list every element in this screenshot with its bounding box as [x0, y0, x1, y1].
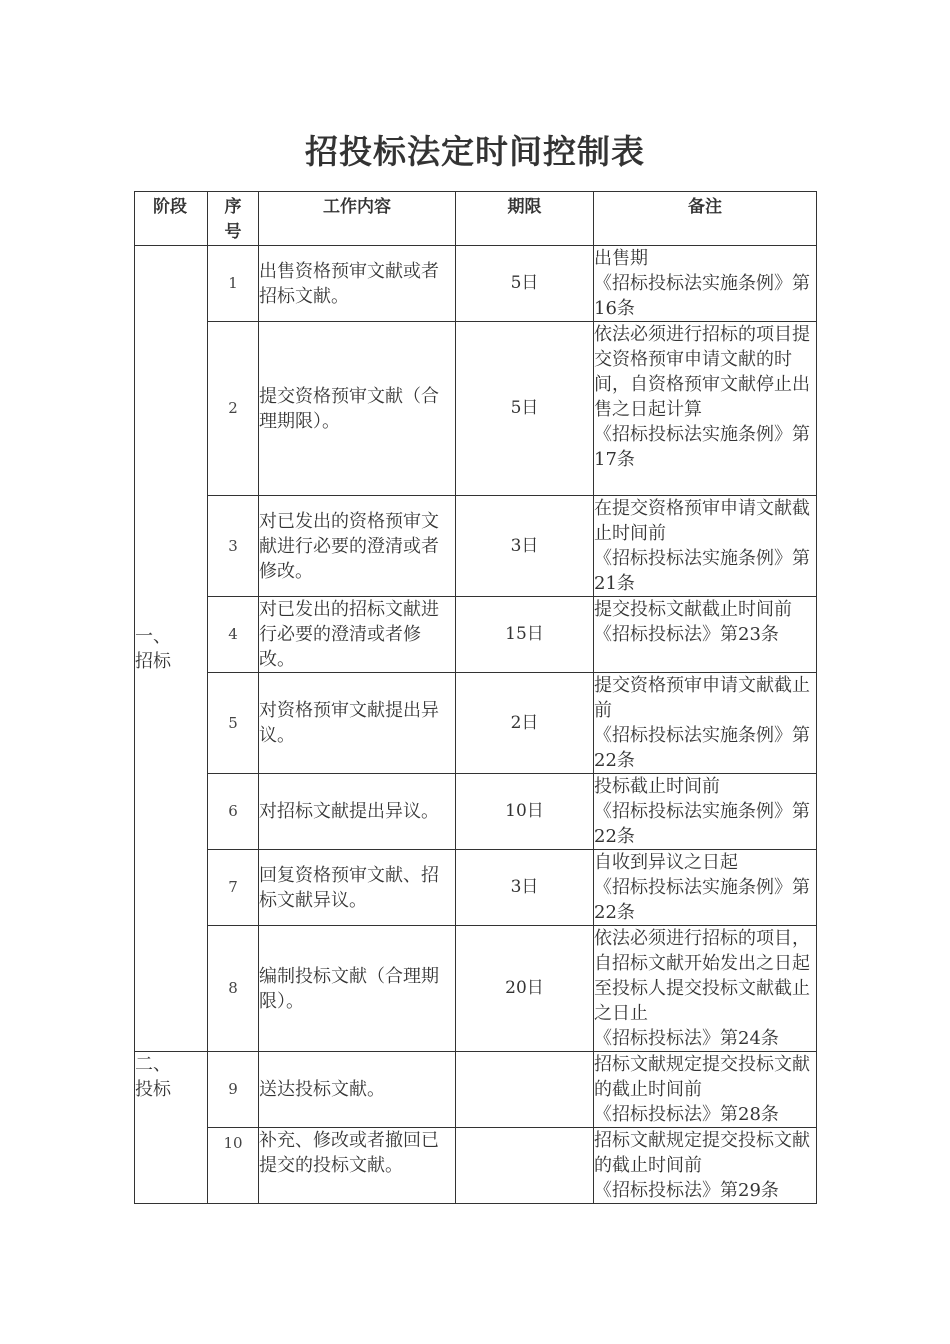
row-note: 自收到异议之日起 《招标投标法实施条例》第22条 — [594, 850, 817, 926]
header-note: 备注 — [594, 192, 817, 246]
row-period — [456, 1128, 594, 1204]
row-content: 补充、修改或者撤回已提交的投标文献。 — [259, 1128, 456, 1204]
header-period: 期限 — [456, 192, 594, 246]
table-row — [135, 673, 817, 774]
row-note: 在提交资格预审申请文献截止时间前 《招标投标法实施条例》第21条 — [594, 496, 817, 597]
stage-bidding: 一、 招标 — [135, 246, 208, 1052]
row-seq: 3 — [208, 496, 259, 597]
row-content: 对招标文献提出异议。 — [259, 774, 456, 850]
row-content: 回复资格预审文献、招标文献异议。 — [259, 850, 456, 926]
table-header-row — [135, 192, 817, 246]
row-note: 依法必须进行招标的项目提交资格预审申请文献的时间，自资格预审文献停止出售之日起计算 《招标投标法实施条例》第17条 — [594, 322, 817, 496]
page-title: 招投标法定时间控制表 — [305, 132, 645, 171]
row-seq: 1 — [208, 246, 259, 322]
row-content: 编制投标文献（合理期限）。 — [259, 926, 456, 1052]
table-row — [135, 597, 817, 673]
row-period: 5日 — [456, 246, 594, 322]
row-content: 提交资格预审文献（合理期限）。 — [259, 322, 456, 496]
row-period: 3日 — [456, 496, 594, 597]
time-control-table — [134, 191, 817, 1204]
row-period: 2日 — [456, 673, 594, 774]
table-row — [135, 1052, 817, 1128]
row-note: 提交投标文献截止时间前 《招标投标法》第23条 — [594, 597, 817, 673]
row-period: 10日 — [456, 774, 594, 850]
row-seq: 7 — [208, 850, 259, 926]
row-period: 20日 — [456, 926, 594, 1052]
row-note: 投标截止时间前 《招标投标法实施条例》第22条 — [594, 774, 817, 850]
row-note: 提交资格预审申请文献截止前 《招标投标法实施条例》第22条 — [594, 673, 817, 774]
row-note: 招标文献规定提交投标文献的截止时间前 《招标投标法》第28条 — [594, 1052, 817, 1128]
table-row — [135, 322, 817, 496]
row-content: 送达投标文献。 — [259, 1052, 456, 1128]
row-note: 依法必须进行招标的项目，自招标文献开始发出之日起至投标人提交投标文献截止之日止 《招标投标法》第24条 — [594, 926, 817, 1052]
row-period: 3日 — [456, 850, 594, 926]
header-seq: 序 号 — [208, 192, 259, 246]
row-seq: 6 — [208, 774, 259, 850]
table-row — [135, 1128, 817, 1204]
table-row — [135, 774, 817, 850]
row-seq: 4 — [208, 597, 259, 673]
table-row — [135, 496, 817, 597]
stage-tender: 二、 投标 — [135, 1052, 208, 1204]
row-note: 出售期 《招标投标法实施条例》第16条 — [594, 246, 817, 322]
row-content: 出售资格预审文献或者招标文献。 — [259, 246, 456, 322]
row-seq: 9 — [208, 1052, 259, 1128]
table-row — [135, 246, 817, 322]
header-content: 工作内容 — [259, 192, 456, 246]
row-content: 对已发出的资格预审文献进行必要的澄清或者修改。 — [259, 496, 456, 597]
row-period: 15日 — [456, 597, 594, 673]
row-seq: 8 — [208, 926, 259, 1052]
table-row — [135, 926, 817, 1052]
header-stage: 阶段 — [135, 192, 208, 246]
row-seq: 10 — [208, 1128, 259, 1204]
row-period — [456, 1052, 594, 1128]
row-period: 5日 — [456, 322, 594, 496]
row-content: 对资格预审文献提出异议。 — [259, 673, 456, 774]
row-content: 对已发出的招标文献进行必要的澄清或者修改。 — [259, 597, 456, 673]
row-seq: 5 — [208, 673, 259, 774]
row-note: 招标文献规定提交投标文献的截止时间前 《招标投标法》第29条 — [594, 1128, 817, 1204]
row-seq: 2 — [208, 322, 259, 496]
table-row — [135, 850, 817, 926]
